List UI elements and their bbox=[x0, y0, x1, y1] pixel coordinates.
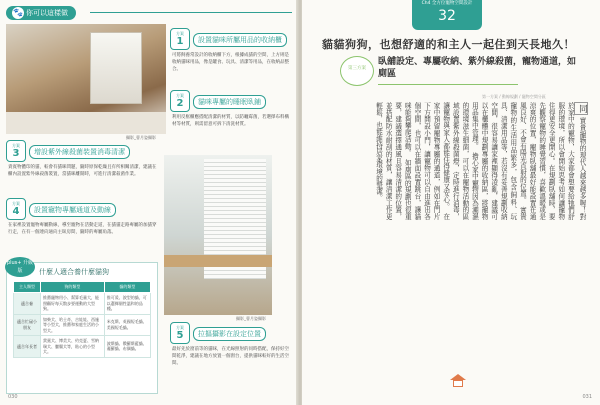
pet-match-table bbox=[13, 281, 151, 358]
photo-window bbox=[90, 32, 142, 104]
chapter-tab bbox=[412, 0, 482, 30]
table-row bbox=[14, 336, 151, 358]
left-page bbox=[0, 0, 298, 405]
callout-text: 貴賓物體印的貓，較會有貓咪問題，隨時原保乾燥且有所相關清潔，建議在櫃內設置紫外線殺菌裝置，當貓咪離開時，可進行清潔殺菌作業。 bbox=[8, 165, 157, 177]
section-tag-bar bbox=[0, 6, 298, 20]
callout-title: 增設紫外線殺菌裝置消毒清潔 bbox=[29, 145, 130, 159]
callout-5 bbox=[170, 322, 266, 344]
article-paragraph: 擔心家中寵物因為潮濕的環境滋生細菌，可以在寵物活動的區域設置紫外線殺菌燈，定時進行消毒，讓寵物與家人都能住得健康又安心。 bbox=[441, 102, 479, 220]
callout-title: 拉摳攝影在設定位置 bbox=[193, 327, 266, 341]
dropcap: 同 bbox=[574, 102, 588, 115]
plan-badge: 方案 4 bbox=[6, 198, 26, 220]
photo-window-desk bbox=[164, 155, 272, 315]
chapter-tag: Ch4 全方位寵物空間設計 bbox=[421, 1, 473, 6]
sub-icon-label: 第三方案 bbox=[348, 66, 366, 71]
running-line: 第一方案 / 動線規劃 / 寵物空間分區 bbox=[482, 94, 546, 99]
plus-badge: plus+ 升級版 bbox=[5, 257, 35, 277]
table-header: 主人類型 bbox=[14, 282, 41, 293]
table-cell: 推薦寵物用小、幫算毛量大，能照顧好每天散步要運動的大型狗。 bbox=[41, 293, 105, 315]
table-header: 貓的類型 bbox=[104, 282, 150, 293]
page-number: 031 bbox=[582, 394, 592, 400]
callout-title: 設置寵物專屬通道及動線 bbox=[29, 203, 116, 217]
table-cell: 適合年長者 bbox=[14, 336, 41, 358]
cat-icon: 🐾 bbox=[13, 8, 23, 17]
article-paragraphs bbox=[316, 102, 588, 220]
table-row bbox=[14, 314, 151, 336]
article-paragraph: 實貴寵物的現代人越來越多喔！對於家中的寵物，大家都會想要給牠們舒服的環境，所以會開始思考如何讓寵物住得更安全更開心。在規劃臥舖時，要先觀察寵物的睡覺習慣，喜歡溫暖或是涼爽的位置，寵物臥舖最好能設置在通風良好、不會有陽光直射的位置。 bbox=[518, 102, 586, 220]
table-cell: 米克斯、英國短毛貓、美國短毛貓。 bbox=[104, 314, 150, 336]
plan-badge: 方案 3 bbox=[6, 140, 26, 162]
photo-cabinet bbox=[6, 24, 166, 134]
callout-2 bbox=[170, 90, 266, 112]
photo-caption: 攝影_曹月姿攝影 bbox=[126, 135, 156, 140]
plus-upgrade-box bbox=[6, 262, 158, 394]
plan-badge: 方案 5 bbox=[170, 322, 190, 344]
divider bbox=[90, 12, 292, 13]
subheadline: 臥舖設定、專屬收納、紫外線殺菌，寵物通道，如廁區 bbox=[378, 57, 577, 79]
callout-title: 設置貓咪所屬用品的收納櫃 bbox=[193, 33, 287, 47]
photo-floor bbox=[6, 112, 166, 134]
callout-text: 在家裡設置寵物專屬動線，導至寵物在活動走道，在貓貓走路專屬的加貓穿行走，在有一個連向通向主臥房間，隨時的專屬角落。 bbox=[8, 223, 157, 235]
vertical-body-text bbox=[316, 102, 588, 372]
house-icon bbox=[450, 374, 466, 388]
table-cell: 如柴犬、哈士奇、吉娃娃、西施等小型犬，推薦和家庭生活的小型犬。 bbox=[41, 314, 105, 336]
plan-badge: 方案 2 bbox=[170, 90, 190, 112]
table-header: 狗的類型 bbox=[41, 282, 105, 293]
section-tag-label: 你可以這樣做 bbox=[26, 9, 68, 17]
callout-text: 利用反框櫃應搭配清潔的材質，以防曬霉菌，若選擇布料構材等材質，則需留意可拆下清洗材質。 bbox=[172, 115, 289, 127]
table-cell: 波斯貓、俄羅斯藍貓、暹羅貓、布偶貓。 bbox=[104, 336, 150, 358]
page-headline: 貓貓狗狗，也想舒適的和主人一起住到天長地久！ bbox=[322, 38, 575, 51]
photo-desk bbox=[164, 255, 272, 267]
house-body bbox=[453, 380, 463, 387]
table-cell: 推可爱、淚型的貓，可以選擇個性溫和的品種。 bbox=[104, 293, 150, 315]
callout-1 bbox=[170, 28, 287, 50]
house-plan-icon bbox=[340, 56, 374, 86]
right-page bbox=[302, 0, 600, 405]
callout-title: 貓咪專屬的睡眠臥鋪 bbox=[193, 95, 266, 109]
table-header-row bbox=[14, 282, 151, 293]
table-cell: 貴賓犬、博美犬、約克夏、雪納瑞犬、臘腸犬等，貼心的小型犬。 bbox=[41, 336, 105, 358]
divider bbox=[378, 84, 518, 85]
callout-text: 可將飼養常設計的收納櫃下方，根據成貓的空間，上方則是收納貓咪用品，像是罐食、玩具、清潔等用品，在收納品整合。 bbox=[172, 53, 289, 72]
table-row bbox=[14, 293, 151, 315]
article-paragraph: 如廁區的規劃也很重要，建議選擇通風且容易清潔的位置，並搭配防水耐刮的材質，讓清潔工作更輕鬆，也能維持居家環境的整潔。 bbox=[374, 102, 412, 220]
plan-badge: 方案 1 bbox=[170, 28, 190, 50]
page-number: 030 bbox=[8, 394, 18, 400]
table-cell: 適合忙碌小朋友 bbox=[14, 314, 41, 336]
article-paragraph: 在家中預留寵物專屬的通道，例如在門片下方開設小門，讓寵物可以自由進出各個空間，也可以在牆面設置跳台，讓貓咪能夠攀爬活動。 bbox=[403, 102, 450, 220]
callout-3 bbox=[6, 140, 130, 162]
section-tag bbox=[6, 6, 76, 20]
chapter-number: 32 bbox=[438, 8, 456, 24]
plus-title: 什麼人適合養什麼貓狗 bbox=[39, 268, 109, 276]
table-cell: 適合養 bbox=[14, 293, 41, 315]
callout-4 bbox=[6, 198, 116, 220]
callout-text: 最好先於窗前等的貓咪，在光線照射的同時搭配，保持好空間乾淨，建議在地方放置一個窗台，提供貓咪較好的生活空間。 bbox=[172, 347, 289, 366]
article-paragraph: 實貴寵物的生活用品繁多，包含飼料、玩具、清潔用品等，若沒有妥善規劃收納空間，很容易讓家裡顯得凌亂，建議可以在櫃體中規劃專屬的收納區，將寵物用品集中管理。 bbox=[470, 102, 527, 220]
photo-caption: 攝影_曹月姿攝影 bbox=[236, 316, 266, 321]
